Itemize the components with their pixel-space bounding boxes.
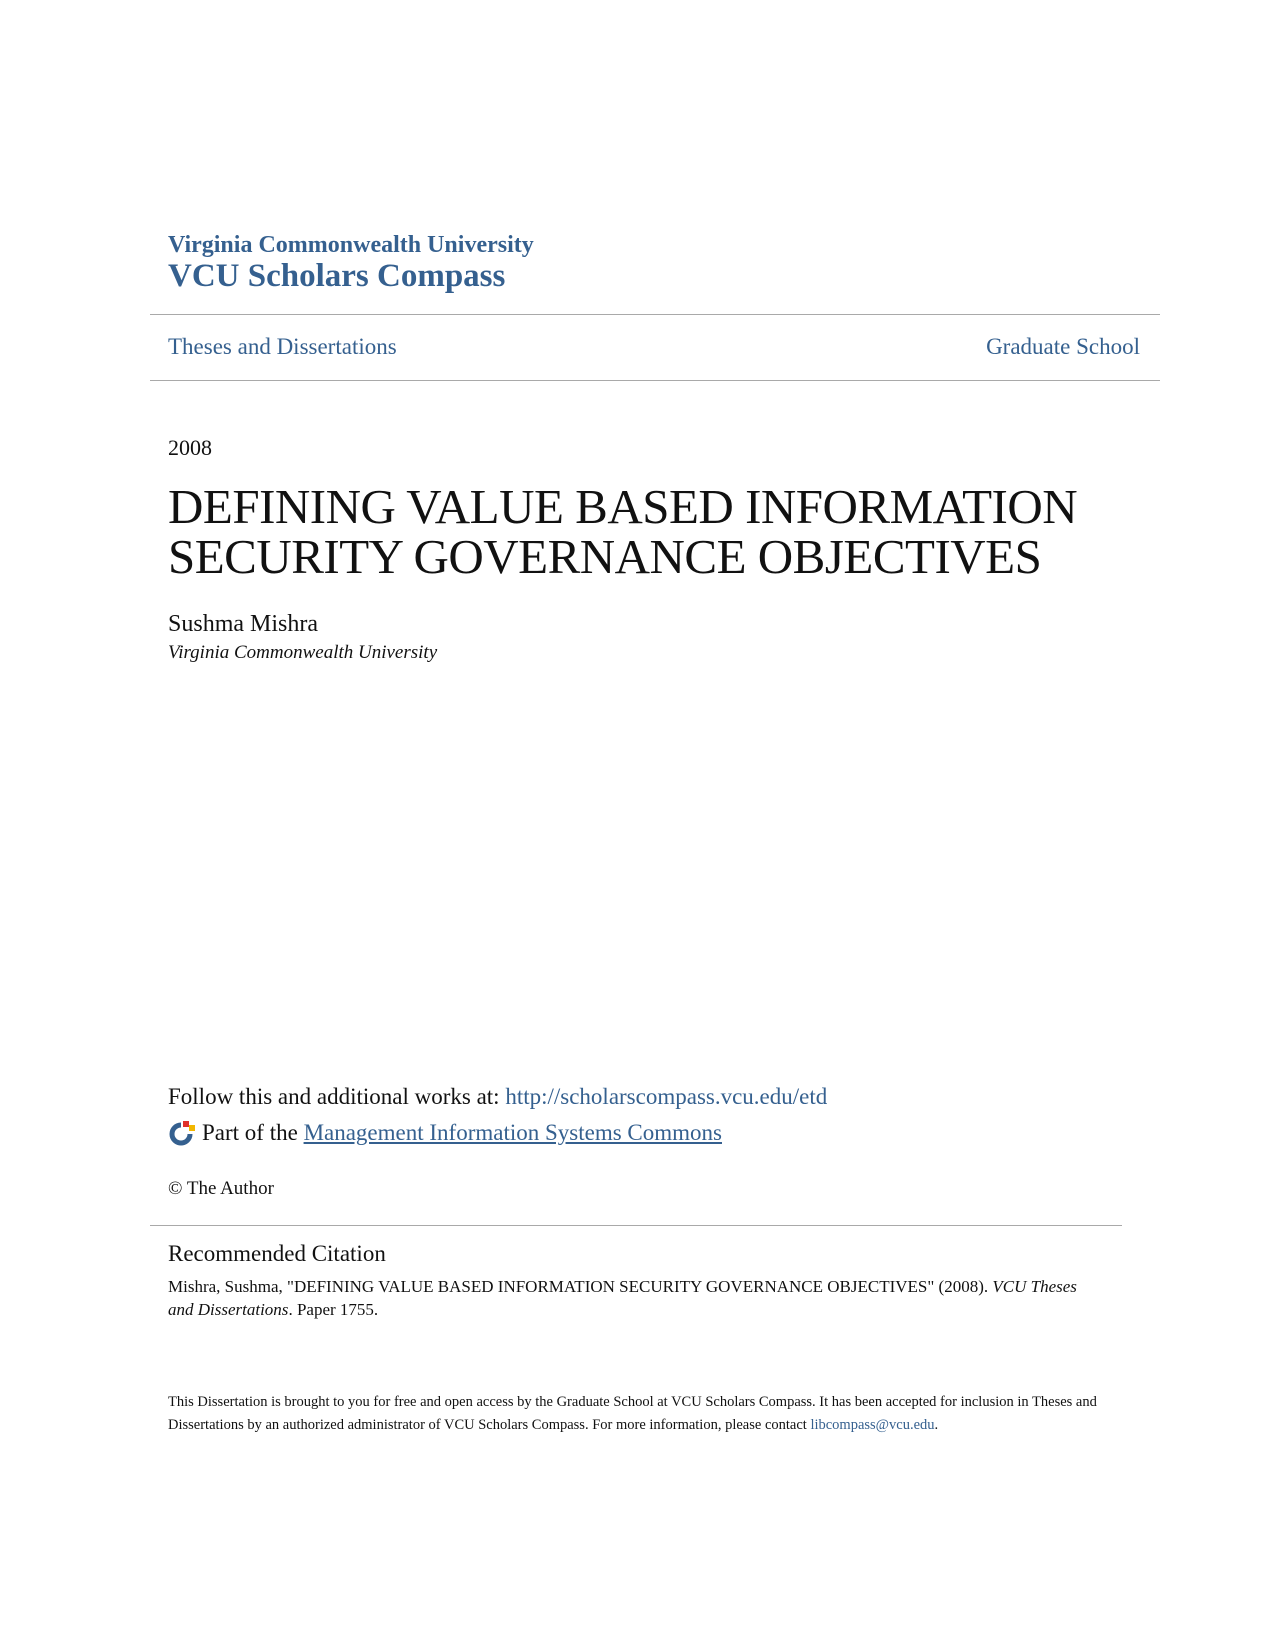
commons-network-icon xyxy=(168,1119,196,1147)
access-statement xyxy=(168,1391,1103,1437)
document-title xyxy=(168,479,1168,584)
author-affiliation: Virginia Commonwealth University xyxy=(168,642,438,663)
series-link-theses[interactable]: Theses and Dissertations xyxy=(168,334,397,359)
title-line-2: SECURITY GOVERNANCE OBJECTIVES xyxy=(168,529,1042,584)
series-link-graduate-school[interactable]: Graduate School xyxy=(986,334,1140,359)
access-statement-text: This Dissertation is brought to you for free and open access by the Graduate School at VCU Scholars Compass. It has been accepted for inclusion in Theses and Dissertations by an authorized administrator of VCU Scholars Compass. For more information, please contact xyxy=(168,1394,1097,1433)
follow-line xyxy=(168,1083,827,1111)
top-divider xyxy=(150,314,1160,315)
repository-url-link[interactable]: http://scholarscompass.vcu.edu/etd xyxy=(505,1084,828,1109)
title-line-1: DEFINING VALUE BASED INFORMATION xyxy=(168,479,1078,534)
contact-email-link[interactable]: libcompass@vcu.edu xyxy=(810,1417,935,1433)
access-statement-end: . xyxy=(934,1417,939,1433)
citation-text xyxy=(168,1275,1103,1321)
part-of-line xyxy=(168,1118,722,1148)
author-name: Sushma Mishra xyxy=(168,611,318,637)
citation-plain: Mishra, Sushma, "DEFINING VALUE BASED INFORMATION SECURITY GOVERNANCE OBJECTIVES" (2008). xyxy=(168,1277,993,1296)
copyright-notice: © The Author xyxy=(168,1178,274,1199)
follow-prefix: Follow this and additional works at: xyxy=(168,1084,506,1109)
commons-link[interactable]: Management Information Systems Commons xyxy=(303,1120,722,1145)
citation-divider xyxy=(150,1225,1122,1226)
publication-year: 2008 xyxy=(168,435,212,460)
branding-header xyxy=(168,232,534,294)
part-of-prefix: Part of the xyxy=(202,1120,298,1145)
series-divider xyxy=(150,380,1160,381)
repository-name-link[interactable]: VCU Scholars Compass xyxy=(168,258,506,294)
citation-series-italic: VCU Theses and Dissertations xyxy=(168,1277,1077,1319)
citation-heading: Recommended Citation xyxy=(168,1241,386,1266)
citation-end: . Paper 1755. xyxy=(288,1300,379,1319)
university-name-link[interactable]: Virginia Commonwealth University xyxy=(168,232,534,258)
